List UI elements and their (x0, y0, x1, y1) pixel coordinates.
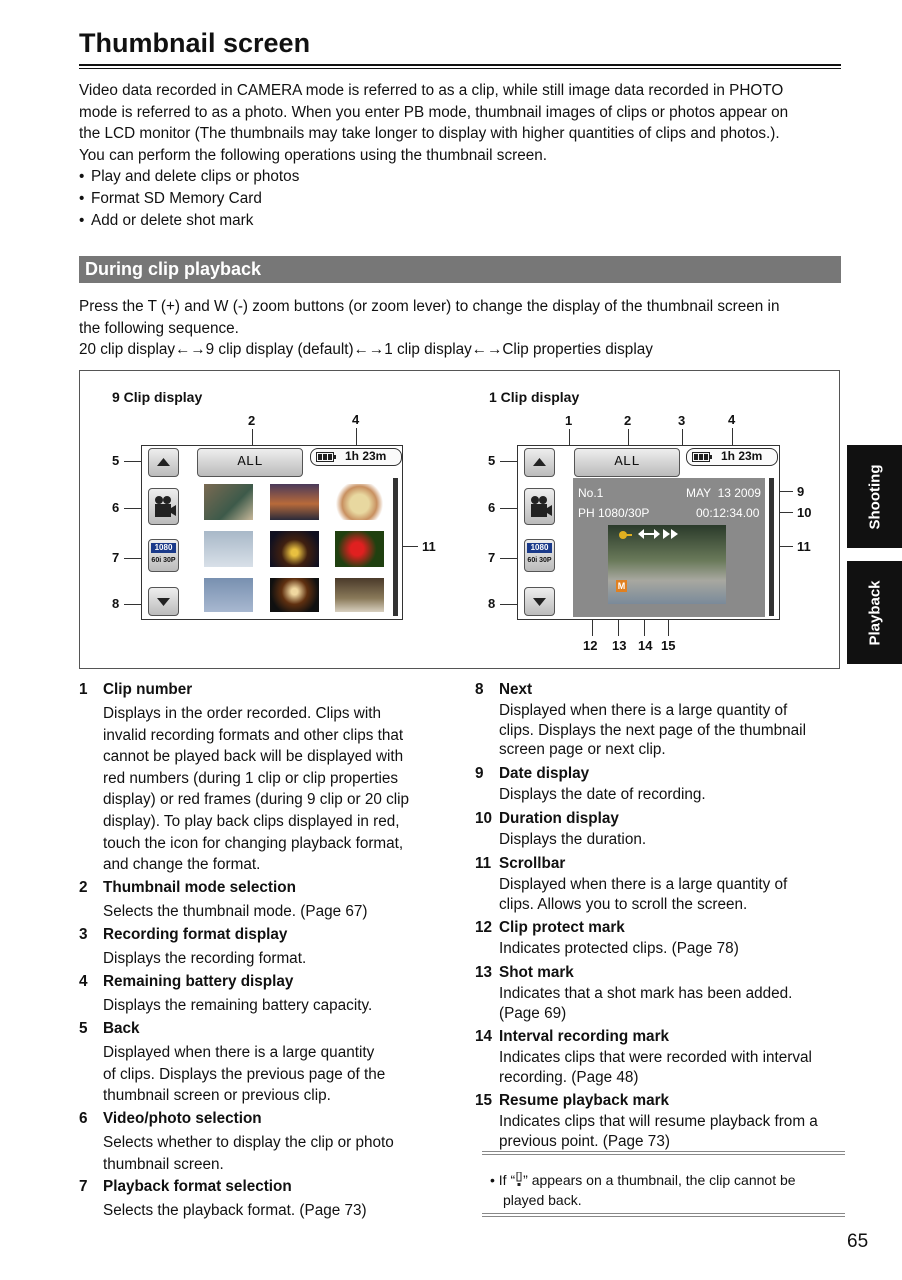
battery-display (310, 448, 402, 466)
callout-9: 9 (797, 484, 805, 499)
back-button[interactable] (524, 448, 555, 477)
item-description-line: screen page or next clip. (499, 741, 666, 758)
item-description-line: Displayed when there is a large quantity of (499, 876, 788, 893)
note-rule (482, 1151, 845, 1152)
item-description (499, 1048, 812, 1087)
video-photo-button[interactable] (524, 488, 555, 525)
callout-15: 15 (661, 638, 676, 653)
section-heading: During clip playback (79, 256, 841, 283)
note-line-start: If “ (498, 1172, 516, 1188)
recording-format: PH 1080/30P (578, 506, 650, 520)
callout-12: 12 (583, 638, 598, 653)
thumbnail-mode-button[interactable]: ALL (197, 448, 303, 477)
item-heading: Shot mark (499, 964, 574, 981)
item-description-line: recording. (Page 48) (499, 1068, 639, 1086)
item-number: 7 (79, 1178, 88, 1195)
note-line-2: played back. (503, 1192, 582, 1208)
item-description-line: Displays in the order recorded. Clips with (103, 705, 382, 722)
item-description-line: red numbers (during 1 clip or clip properties (103, 769, 399, 787)
item-description-line: thumbnail screen or previous clip. (103, 1087, 331, 1105)
item-heading: Thumbnail mode selection (103, 879, 296, 896)
thumbnail[interactable] (335, 578, 384, 612)
item-number: 11 (475, 855, 492, 872)
item-description (499, 1112, 818, 1151)
down-arrow-icon (149, 588, 178, 615)
item-number: 2 (79, 879, 88, 896)
up-arrow-icon (525, 449, 554, 476)
item-description-line: Selects the playback format. (Page 73) (103, 1202, 367, 1219)
thumbnail-figure (79, 370, 840, 669)
item-description (499, 830, 646, 850)
item-heading: Duration display (499, 810, 619, 827)
callout-6: 6 (112, 500, 120, 515)
title-rule (79, 64, 841, 66)
callout-3: 3 (678, 413, 686, 428)
item-description-line: of clips. Displays the previous page of the (103, 1065, 386, 1083)
warning-exclamation-icon (515, 1172, 523, 1186)
note-rule (482, 1213, 845, 1214)
item-description (103, 1132, 394, 1175)
clip-info-panel (573, 478, 765, 617)
item-description-line: cannot be played back will be displayed with (103, 748, 404, 766)
item-description-line: Indicates clips that were recorded with interval (499, 1049, 812, 1066)
item-number: 4 (79, 973, 88, 990)
item-number: 9 (475, 765, 484, 782)
leader-line (356, 428, 357, 446)
callout-6: 6 (488, 500, 496, 515)
item-description-line: Displays the duration. (499, 831, 647, 848)
item-description-line: clips. Displays the next page of the thumbnail (499, 721, 806, 739)
page-title: Thumbnail screen (79, 28, 311, 58)
playback-format-button[interactable] (524, 539, 555, 572)
note-box (482, 1151, 845, 1217)
note-rule (482, 1154, 845, 1155)
item-description (103, 1042, 385, 1107)
thumbnail[interactable] (335, 484, 384, 520)
item-description-line: Displayed when there is a large quantity of (499, 702, 788, 719)
page-number: 65 (847, 1231, 869, 1252)
item-description (103, 995, 372, 1017)
item-description-line: Displays the remaining battery capacity. (103, 997, 373, 1014)
callout-13: 13 (612, 638, 627, 653)
tab-playback-label: Playback (866, 579, 883, 646)
resume-playback-icon (663, 528, 679, 540)
format-top: 1080 (527, 543, 552, 553)
item-description (103, 948, 306, 970)
item-description-line: Displays the date of recording. (499, 786, 706, 803)
item-number: 12 (475, 919, 493, 936)
item-description-line: thumbnail screen. (103, 1155, 224, 1173)
item-description-line: Indicates that a shot mark has been added. (499, 985, 793, 1002)
playback-format-button[interactable] (148, 539, 179, 572)
format-bottom: 60i 30P (151, 557, 176, 564)
intro-line: the LCD monitor (The thumbnails may take longer to display with higher quantities of clips and photos.). (79, 125, 780, 143)
intro-bullet: • Play and delete clips or photos (79, 166, 849, 188)
thumbnail[interactable] (204, 578, 253, 612)
item-description-line: touch the icon for changing playback format, (103, 834, 404, 852)
note-text (490, 1170, 796, 1210)
one-clip-label: 1 Clip display (489, 389, 580, 405)
item-description-line: Displays the recording format. (103, 950, 307, 967)
leader-line (732, 428, 733, 446)
item-number: 15 (475, 1092, 493, 1109)
note-bullet: • (490, 1172, 499, 1188)
callout-7: 7 (112, 550, 120, 565)
item-number: 8 (475, 681, 484, 698)
nine-clip-screen (141, 445, 403, 620)
item-heading: Back (103, 1020, 140, 1037)
tab-shooting-label: Shooting (866, 464, 883, 529)
item-description-line: Indicates clips that will resume playback from a (499, 1113, 818, 1130)
item-description (499, 875, 787, 914)
clip-preview-image (608, 525, 726, 604)
item-description (103, 703, 409, 876)
item-heading: Interval recording mark (499, 1028, 670, 1045)
shot-mark-icon: M (617, 581, 626, 591)
callout-7: 7 (488, 550, 496, 565)
video-photo-button[interactable] (148, 488, 179, 525)
item-description-line: and change the format. (103, 856, 261, 874)
note-rule (482, 1216, 845, 1217)
callout-5: 5 (112, 453, 120, 468)
video-camera-icon (525, 489, 554, 524)
item-description-line: invalid recording formats and other clips that (103, 726, 404, 744)
section-text (79, 296, 849, 361)
note-line-end: ” appears on a thumbnail, the clip cannot be (523, 1172, 796, 1188)
callout-2: 2 (624, 413, 632, 428)
video-camera-icon (149, 489, 178, 524)
thumbnail[interactable] (270, 484, 319, 520)
item-heading: Resume playback mark (499, 1092, 670, 1109)
item-description (499, 984, 792, 1023)
item-number: 13 (475, 964, 493, 981)
callout-4: 4 (728, 412, 736, 427)
title-rule-thin (79, 68, 841, 69)
item-description-line: (Page 69) (499, 1004, 567, 1022)
interval-recording-icon (638, 528, 660, 540)
item-description-line: Displayed when there is a large quantity (103, 1044, 375, 1061)
thumbnail-mode-button[interactable]: ALL (574, 448, 680, 477)
item-description (499, 939, 739, 959)
protect-lock-icon (618, 529, 632, 541)
clip-number: No.1 (578, 486, 604, 500)
intro-bullet: • Format SD Memory Card (79, 188, 849, 210)
intro-text (79, 80, 849, 231)
section-line: Press the T (+) and W (-) zoom buttons (or zoom lever) to change the display of the thumbnail screen in (79, 298, 780, 315)
item-heading: Scrollbar (499, 855, 566, 872)
section-line: 20 clip display←→9 clip display (default)←→1 clip display←→Clip properties display (79, 341, 653, 359)
scrollbar[interactable] (769, 478, 774, 616)
item-description-line: previous point. (Page 73) (499, 1132, 670, 1150)
item-number: 3 (79, 926, 88, 943)
callout-8: 8 (112, 596, 120, 611)
item-description (103, 901, 367, 923)
item-description-line: clips. Allows you to scroll the screen. (499, 895, 748, 913)
item-heading: Video/photo selection (103, 1110, 262, 1127)
next-button[interactable] (148, 587, 179, 616)
item-heading: Clip protect mark (499, 919, 625, 936)
item-description (499, 785, 706, 805)
callout-1: 1 (565, 413, 573, 428)
battery-display (686, 448, 778, 466)
format-bottom: 60i 30P (527, 557, 552, 564)
thumbnail[interactable] (270, 531, 319, 567)
thumbnail[interactable] (270, 578, 319, 612)
callout-14: 14 (638, 638, 653, 653)
item-number: 10 (475, 810, 493, 827)
intro-line: Video data recorded in CAMERA mode is referred to as a clip, while still image data recorded in PHOTO (79, 82, 784, 99)
item-heading: Next (499, 681, 533, 698)
item-heading: Recording format display (103, 926, 288, 943)
section-line: the following sequence. (79, 319, 239, 337)
clip-duration: 00:12:34.00 (696, 506, 760, 520)
thumbnail[interactable] (335, 531, 384, 567)
one-clip-screen (517, 445, 780, 620)
scrollbar[interactable] (393, 478, 398, 616)
item-number: 5 (79, 1020, 88, 1037)
callout-10: 10 (797, 505, 812, 520)
item-number: 14 (475, 1028, 493, 1045)
down-arrow-icon (525, 588, 554, 615)
next-button[interactable] (524, 587, 555, 616)
callout-8: 8 (488, 596, 496, 611)
intro-bullet: • Add or delete shot mark (79, 210, 849, 232)
item-description (103, 1200, 367, 1222)
item-heading: Playback format selection (103, 1178, 292, 1195)
clip-date: MAY 13 2009 (686, 486, 761, 500)
item-description-line: Indicates protected clips. (Page 78) (499, 940, 739, 957)
scrollbar-thumb[interactable] (393, 478, 398, 616)
intro-line: mode is referred to as a photo. When you enter PB mode, thumbnail images of clips or photos appear on (79, 103, 789, 121)
item-number: 6 (79, 1110, 88, 1127)
callout-2: 2 (248, 413, 256, 428)
item-heading: Date display (499, 765, 590, 782)
callout-11: 11 (797, 539, 811, 554)
thumbnail[interactable] (204, 484, 253, 520)
item-description-line: Selects the thumbnail mode. (Page 67) (103, 903, 368, 920)
intro-line: You can perform the following operations using the thumbnail screen. (79, 146, 547, 164)
battery-icon (316, 452, 336, 462)
nine-clip-label: 9 Clip display (112, 389, 203, 405)
callout-11: 11 (422, 539, 436, 554)
battery-time: 1h 23m (721, 449, 763, 463)
item-description-line: Selects whether to display the clip or photo (103, 1134, 394, 1151)
tab-shooting[interactable] (847, 445, 902, 548)
tab-playback[interactable] (847, 561, 902, 664)
item-number: 1 (79, 681, 88, 698)
item-heading: Clip number (103, 681, 193, 698)
item-description-line: display) or red frames (during 9 clip or 20 clip (103, 791, 410, 809)
item-description (499, 701, 806, 760)
callout-5: 5 (488, 453, 496, 468)
item-description-line: display). To play back clips displayed in red, (103, 812, 400, 830)
battery-icon (692, 452, 712, 462)
up-arrow-icon (149, 449, 178, 476)
callout-4: 4 (352, 412, 360, 427)
back-button[interactable] (148, 448, 179, 477)
battery-time: 1h 23m (345, 449, 387, 463)
thumbnail[interactable] (204, 531, 253, 567)
item-heading: Remaining battery display (103, 973, 294, 990)
format-top: 1080 (151, 543, 176, 553)
